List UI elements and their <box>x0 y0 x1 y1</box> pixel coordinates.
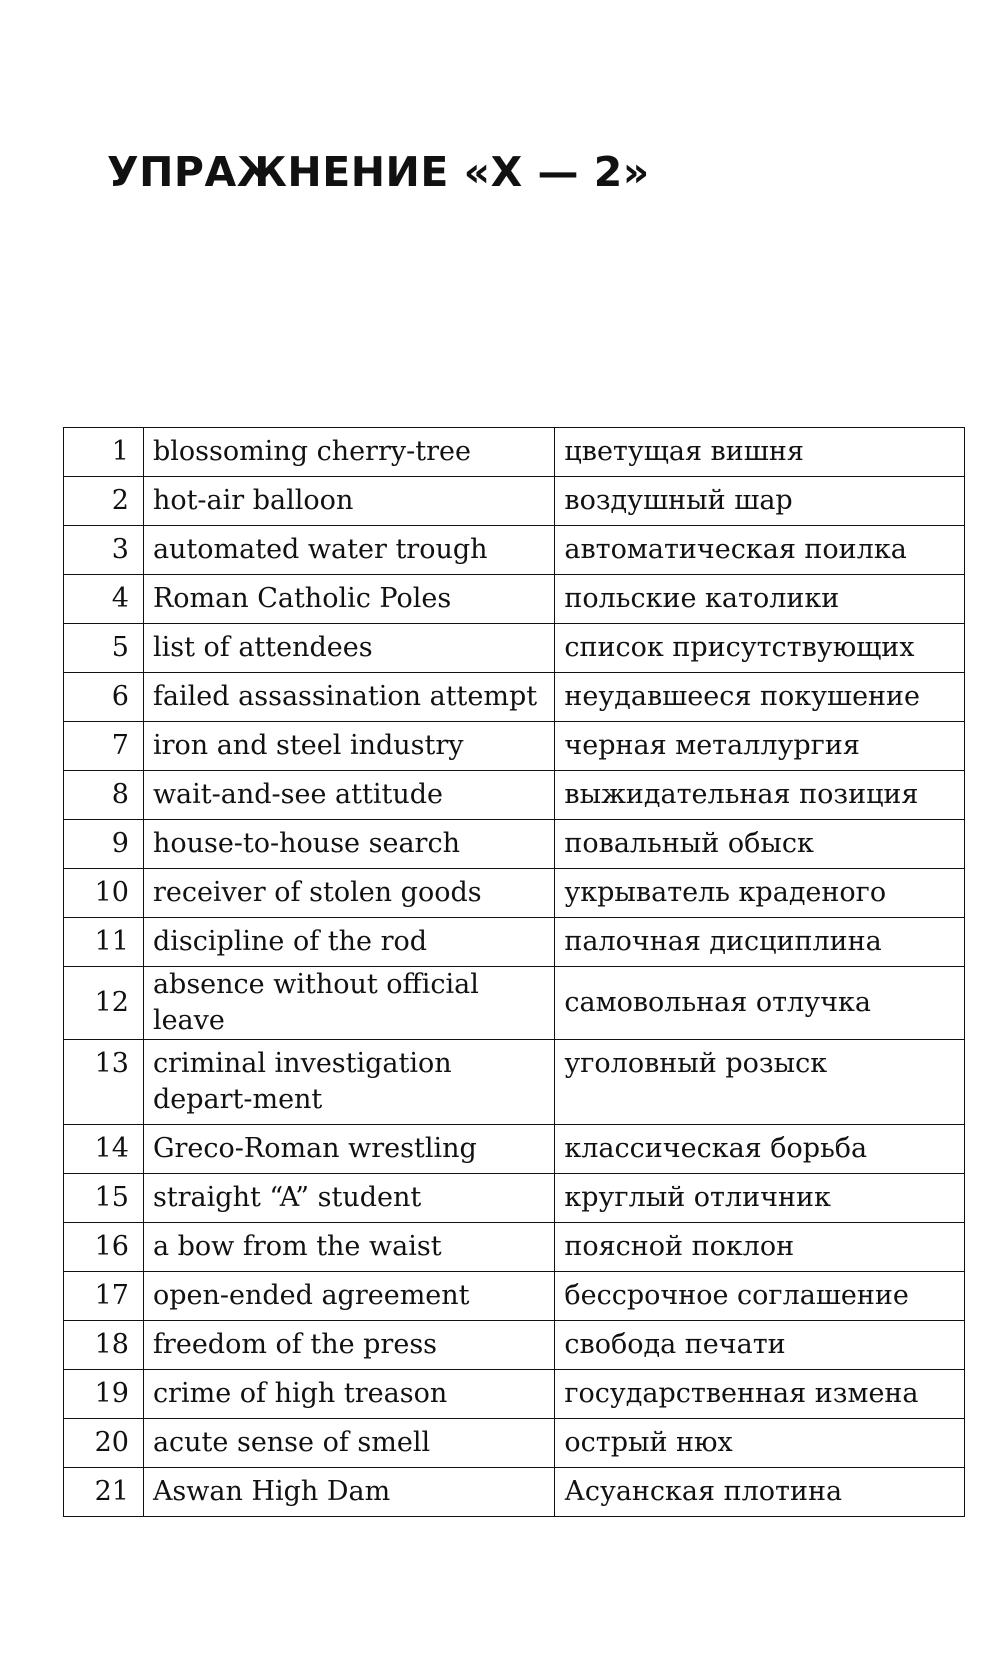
row-number: 20 <box>64 1419 144 1468</box>
english-phrase: automated water trough <box>143 526 554 575</box>
table-row <box>64 428 965 477</box>
russian-translation: свобода печати <box>555 1321 965 1370</box>
russian-translation: укрыватель краденого <box>555 869 965 918</box>
english-phrase: freedom of the press <box>143 1321 554 1370</box>
russian-translation: государственная измена <box>555 1370 965 1419</box>
english-phrase: blossoming cherry-tree <box>143 428 554 477</box>
english-phrase: receiver of stolen goods <box>143 869 554 918</box>
russian-translation: Асуанская плотина <box>555 1468 965 1517</box>
russian-translation: цветущая вишня <box>555 428 965 477</box>
russian-translation: польские католики <box>555 575 965 624</box>
vocabulary-table <box>63 427 965 1517</box>
row-number: 15 <box>64 1174 144 1223</box>
row-number: 21 <box>64 1468 144 1517</box>
table-row <box>64 575 965 624</box>
row-number: 5 <box>64 624 144 673</box>
row-number: 4 <box>64 575 144 624</box>
table-row <box>64 624 965 673</box>
russian-translation: самовольная отлучка <box>555 967 965 1040</box>
english-phrase: discipline of the rod <box>143 918 554 967</box>
russian-translation: выжидательная позиция <box>555 771 965 820</box>
table-row <box>64 820 965 869</box>
row-number: 10 <box>64 869 144 918</box>
russian-translation: круглый отличник <box>555 1174 965 1223</box>
russian-translation: острый нюх <box>555 1419 965 1468</box>
english-phrase: list of attendees <box>143 624 554 673</box>
row-number: 16 <box>64 1223 144 1272</box>
russian-translation: палочная дисциплина <box>555 918 965 967</box>
english-phrase: absence without official leave <box>143 967 554 1040</box>
row-number: 17 <box>64 1272 144 1321</box>
english-phrase: open-ended agreement <box>143 1272 554 1321</box>
row-number: 19 <box>64 1370 144 1419</box>
english-phrase: criminal investigation depart-ment <box>143 1040 554 1125</box>
table-row <box>64 1468 965 1517</box>
russian-translation: воздушный шар <box>555 477 965 526</box>
table-row <box>64 1174 965 1223</box>
table-row <box>64 1040 965 1125</box>
russian-translation: черная металлургия <box>555 722 965 771</box>
english-phrase: Aswan High Dam <box>143 1468 554 1517</box>
table-row <box>64 1223 965 1272</box>
russian-translation: бессрочное соглашение <box>555 1272 965 1321</box>
english-phrase: Greco-Roman wrestling <box>143 1125 554 1174</box>
row-number: 7 <box>64 722 144 771</box>
row-number: 13 <box>64 1040 144 1125</box>
table-row <box>64 673 965 722</box>
table-row <box>64 526 965 575</box>
russian-translation: список присутствующих <box>555 624 965 673</box>
english-phrase: Roman Catholic Poles <box>143 575 554 624</box>
russian-translation: классическая борьба <box>555 1125 965 1174</box>
table-row <box>64 1272 965 1321</box>
english-phrase: a bow from the waist <box>143 1223 554 1272</box>
row-number: 18 <box>64 1321 144 1370</box>
page-title: УПРАЖНЕНИЕ «Х — 2» <box>107 148 650 196</box>
english-phrase: house-to-house search <box>143 820 554 869</box>
row-number: 3 <box>64 526 144 575</box>
russian-translation: повальный обыск <box>555 820 965 869</box>
table-row <box>64 771 965 820</box>
russian-translation: автоматическая поилка <box>555 526 965 575</box>
russian-translation: поясной поклон <box>555 1223 965 1272</box>
table-row <box>64 1419 965 1468</box>
table-row <box>64 722 965 771</box>
russian-translation: уголовный розыск <box>555 1040 965 1125</box>
table-row <box>64 869 965 918</box>
row-number: 6 <box>64 673 144 722</box>
table-row <box>64 477 965 526</box>
english-phrase: hot-air balloon <box>143 477 554 526</box>
english-phrase: crime of high treason <box>143 1370 554 1419</box>
table-row <box>64 918 965 967</box>
english-phrase: iron and steel industry <box>143 722 554 771</box>
row-number: 1 <box>64 428 144 477</box>
row-number: 8 <box>64 771 144 820</box>
table-row <box>64 1125 965 1174</box>
row-number: 9 <box>64 820 144 869</box>
english-phrase: straight “A” student <box>143 1174 554 1223</box>
table-row <box>64 1370 965 1419</box>
table-row <box>64 1321 965 1370</box>
row-number: 12 <box>64 967 144 1040</box>
table-row <box>64 967 965 1040</box>
english-phrase: failed assassination attempt <box>143 673 554 722</box>
english-phrase: acute sense of smell <box>143 1419 554 1468</box>
row-number: 14 <box>64 1125 144 1174</box>
english-phrase: wait-and-see attitude <box>143 771 554 820</box>
russian-translation: неудавшееся покушение <box>555 673 965 722</box>
row-number: 11 <box>64 918 144 967</box>
row-number: 2 <box>64 477 144 526</box>
